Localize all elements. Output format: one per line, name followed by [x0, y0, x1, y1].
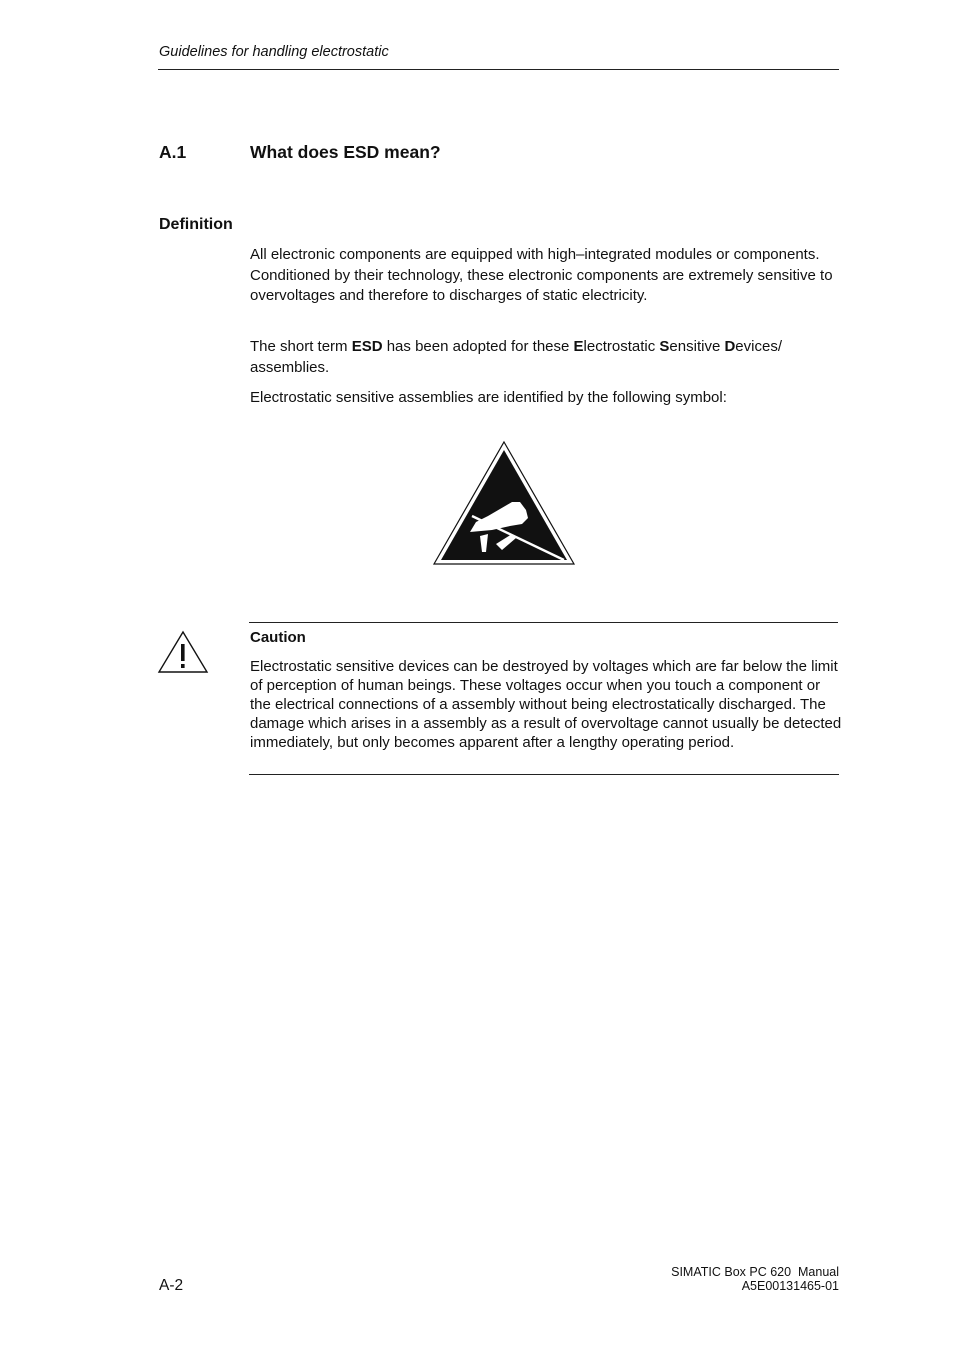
definition-paragraph-1: All electronic components are equipped with high–integrated modules or components. Conditioned by their technology, these electronic components are extremely sensitive to overvoltages and therefore to discharges of static electricity. — [250, 246, 833, 304]
p2-esd-term: ESD — [351, 338, 383, 355]
section-title: What does ESD mean? — [250, 142, 441, 162]
p2-text-evices: evices/ assemblies. — [250, 338, 782, 376]
caution-rule-top — [249, 622, 838, 623]
header-rule — [158, 69, 839, 70]
section-number: A.1 — [159, 142, 187, 162]
p2-text-mid: has been adopted for these — [382, 338, 574, 355]
caution-title: Caution — [250, 629, 306, 646]
definition-paragraph-3: Electrostatic sensitive assemblies are identified by the following symbol: — [250, 389, 727, 406]
definition-paragraph-2 — [250, 337, 840, 378]
footer-doc-id: A5E00131465-01 — [741, 1279, 839, 1293]
page-number: A-2 — [159, 1277, 184, 1294]
footer-manual-info — [671, 1265, 839, 1293]
p2-text-lectrostatic: lectrostatic — [583, 338, 660, 355]
footer-manual-title: SIMATIC Box PC 620 Manual — [671, 1265, 839, 1279]
p2-text-before: The short term — [250, 338, 352, 355]
caution-text: Electrostatic sensitive devices can be destroyed by voltages which are far below the limit of perception of human beings. These voltages occur when you touch a component or the electrical connections of a assembly without being electrostatically discharged. The damage which arises in a assembly as a result of overvoltage cannot usually be detected immediately, but only becomes apparent after a lengthy operating period. — [250, 658, 842, 751]
caution-rule-bottom — [249, 774, 839, 775]
p2-text-ensitive: ensitive — [669, 338, 725, 355]
p2-letter-s: S — [659, 338, 670, 355]
warning-triangle-icon — [157, 630, 209, 674]
running-header: Guidelines for handling electrostatic — [159, 44, 389, 60]
p2-letter-e: E — [573, 338, 584, 355]
definition-heading: Definition — [159, 216, 233, 233]
esd-symbol-icon — [432, 440, 576, 566]
p2-letter-d: D — [724, 338, 736, 355]
